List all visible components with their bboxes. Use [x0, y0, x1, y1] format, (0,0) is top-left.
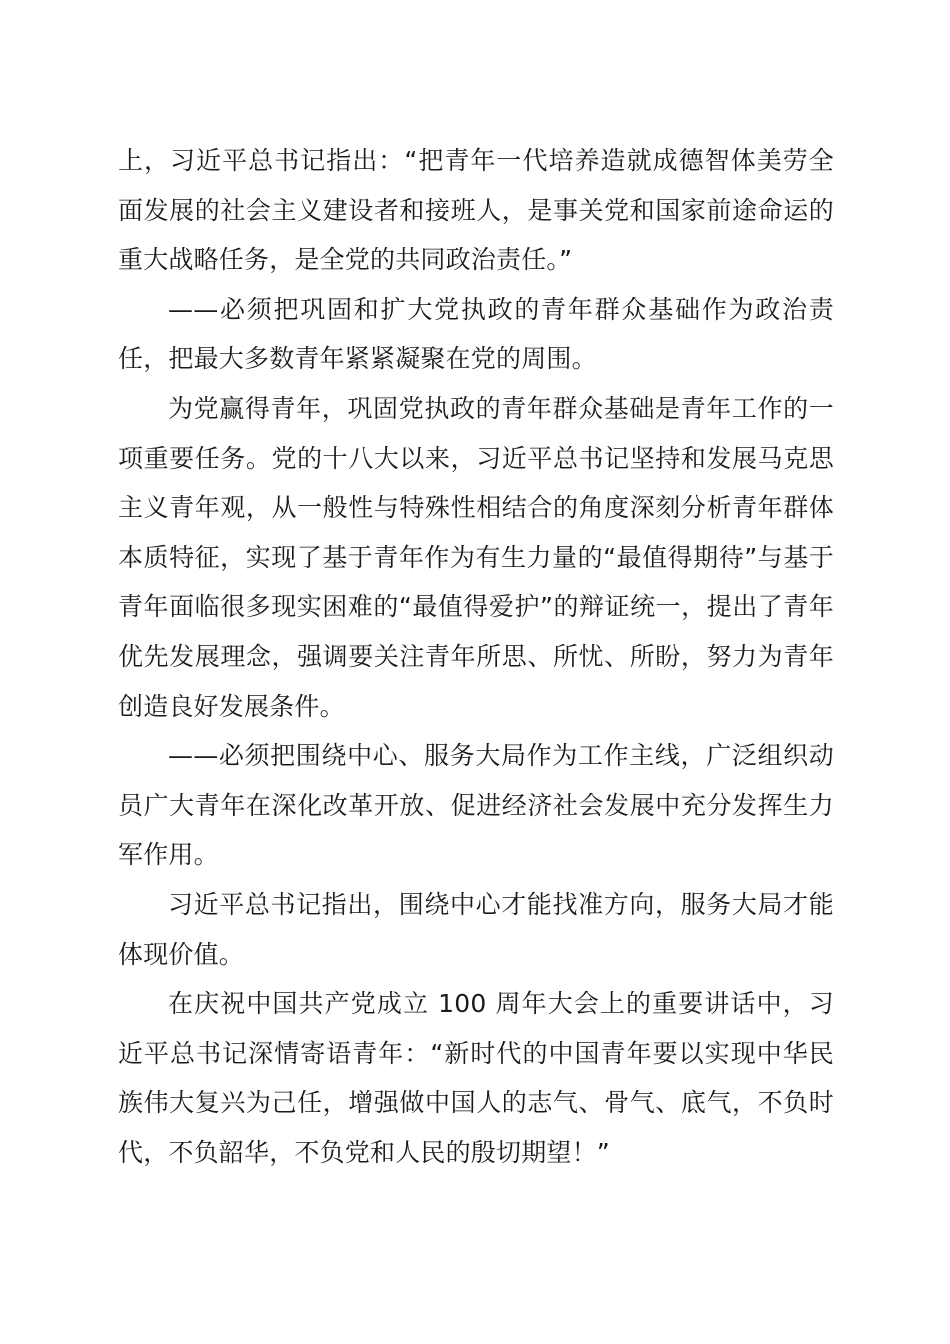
paragraph-6: 在庆祝中国共产党成立 100 周年大会上的重要讲话中，习近平总书记深情寄语青年：“新时代的中国青年要以实现中华民族伟大复兴为己任，增强做中国人的志气、骨气、底气，不负时代，不负韶华，不负党和人民的殷切期望！” — [118, 989, 834, 1167]
paragraph-1: 上，习近平总书记指出：“把青年一代培养造就成德智体美劳全面发展的社会主义建设者和接班人，是事关党和国家前途命运的重大战略任务，是全党的共同政治责任。” — [118, 146, 834, 275]
paragraph-4: ——必须把围绕中心、服务大局作为工作主线，广泛组织动员广大青年在深化改革开放、促进经济社会发展中充分发挥生力军作用。 — [118, 741, 834, 870]
paragraph-5: 习近平总书记指出，围绕中心才能找准方向，服务大局才能体现价值。 — [118, 889, 834, 969]
paragraph-2: ——必须把巩固和扩大党执政的青年群众基础作为政治责任，把最大多数青年紧紧凝聚在党的周围。 — [118, 294, 834, 374]
paragraph-3: 为党赢得青年，巩固党执政的青年群众基础是青年工作的一项重要任务。党的十八大以来，习近平总书记坚持和发展马克思主义青年观，从一般性与特殊性相结合的角度深刻分析青年群体本质特征，实现了基于青年作为有生力量的“最值得期待”与基于青年面临很多现实困难的“最值得爱护”的辩证统一，提出了青年优先发展理念，强调要关注青年所思、所忧、所盼，努力为青年创造良好发展条件。 — [118, 393, 834, 721]
document-body — [118, 136, 834, 1177]
